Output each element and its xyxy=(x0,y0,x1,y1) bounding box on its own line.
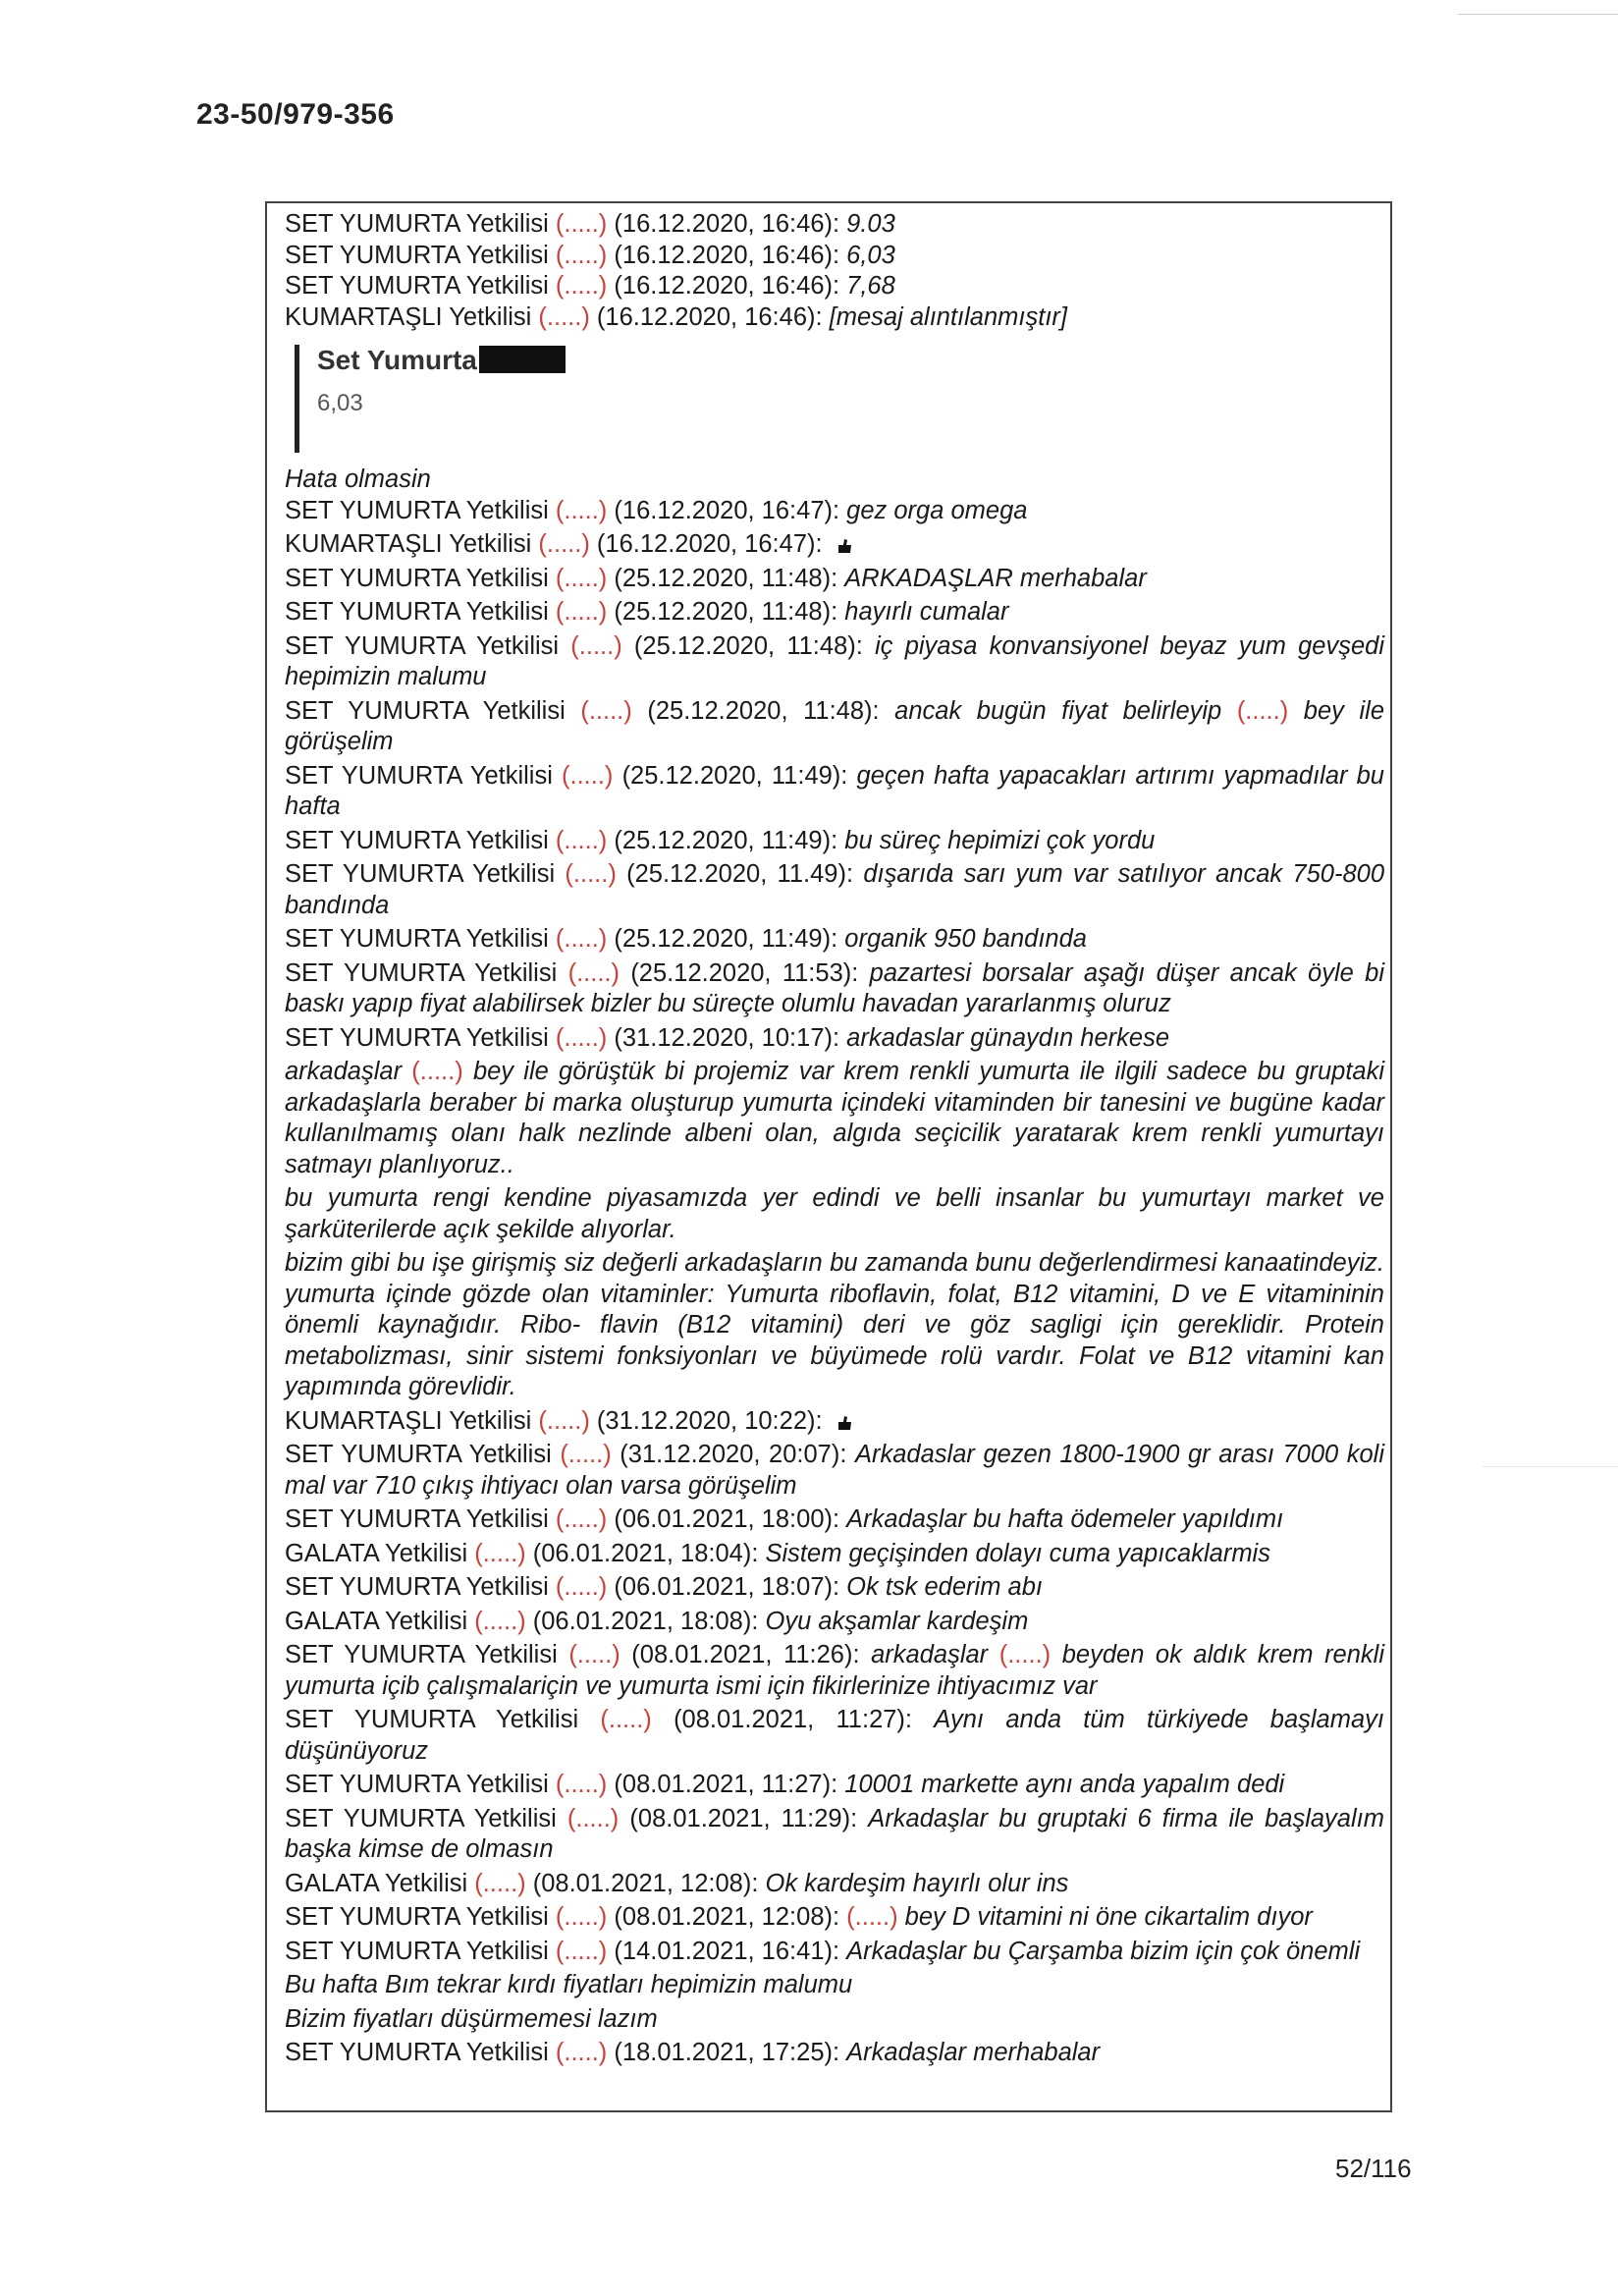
message-timestamp: (18.01.2021, 17:25): xyxy=(607,2039,847,2066)
message-timestamp: (16.12.2020, 16:47): xyxy=(607,496,847,524)
message-line xyxy=(285,271,1384,302)
redacted-name: (.....) xyxy=(411,1058,463,1085)
message-text: bey ile görüştük bi projemiz var krem renkli yumurta ile ilgili sadece bu gruptaki arkadaşlarla beraber bi marka oluşturup yumurta içindeki vitaminden bir tanesini ve bugüne kadar kullanılmamış olanı halk nezlinde albeni olan, algıda seçicilik yaratarak krem renkli yumurtayı satmayı planlıyoruz.. xyxy=(285,1058,1384,1178)
message-sender: SET YUMURTA Yetkilisi xyxy=(285,1573,556,1601)
redacted-name: (.....) xyxy=(555,1573,608,1601)
redacted-name: (.....) xyxy=(555,1505,608,1533)
message-timestamp: (25.12.2020, 11:48): xyxy=(631,696,895,725)
message-text: 7,68 xyxy=(846,272,895,300)
redacted-name: (.....) xyxy=(555,925,608,953)
redacted-name: (.....) xyxy=(555,210,608,238)
message-timestamp: (06.01.2021, 18:08): xyxy=(525,1607,766,1635)
message-line xyxy=(285,1023,1384,1055)
message-text: arkadaşlar xyxy=(285,1058,412,1085)
redacted-name: (.....) xyxy=(567,958,620,987)
message-line xyxy=(285,1902,1384,1934)
message-text: bey ile görüşelim xyxy=(285,696,1384,755)
message-text: 9.03 xyxy=(846,210,895,238)
message-line xyxy=(285,1183,1384,1245)
message-timestamp: (08.01.2021, 11:26): xyxy=(620,1641,872,1668)
message-text: [mesaj alıntılanmıştır] xyxy=(829,302,1067,331)
message-text: Arkadaşlar bu hafta ödemeler yapıldımı xyxy=(846,1505,1284,1533)
message-line xyxy=(285,1248,1384,1403)
message-text: Bizim fiyatları düşürmemesi lazım xyxy=(285,2004,658,2033)
message-text: iç piyasa konvansiyonel beyaz yum gevşedi hepimizin malumu xyxy=(285,631,1384,690)
thumbs-up-icon xyxy=(836,532,853,550)
message-timestamp: (31.12.2020, 20:07): xyxy=(611,1441,855,1468)
message-sender: SET YUMURTA Yetkilisi xyxy=(285,210,556,238)
message-line xyxy=(285,958,1384,1020)
message-line xyxy=(285,1937,1384,1968)
redacted-name: (.....) xyxy=(474,1869,526,1897)
message-sender: KUMARTAŞLI Yetkilisi xyxy=(285,1406,539,1435)
scan-edge-line xyxy=(1458,14,1618,15)
message-line xyxy=(285,1607,1384,1638)
message-text: dışarıda sarı yum var satılıyor ancak 750-800 bandında xyxy=(285,860,1385,919)
message-sender: SET YUMURTA Yetkilisi xyxy=(285,1505,556,1533)
message-line xyxy=(285,1804,1384,1866)
message-timestamp: (25.12.2020, 11:53): xyxy=(620,958,870,987)
message-text: Arkadaşlar bu gruptaki 6 firma ile başlayalım başka kimse de olmasın xyxy=(285,1804,1384,1863)
message-text: arkadaslar günaydın herkese xyxy=(846,1023,1170,1052)
message-line xyxy=(285,1970,1384,2001)
message-timestamp: (08.01.2021, 11:29): xyxy=(619,1804,869,1832)
message-text: bu yumurta rengi kendine piyasamızda yer edindi ve belli insanlar bu yumurtayı market ve şarküterilerde açık şekilde alıyorlar. xyxy=(285,1184,1384,1243)
message-sender: KUMARTAŞLI Yetkilisi xyxy=(285,530,539,558)
message-timestamp: (06.01.2021, 18:07): xyxy=(607,1573,847,1601)
message-text: Arkadaşlar merhabalar xyxy=(846,2039,1101,2066)
message-timestamp: (14.01.2021, 16:41): xyxy=(607,1937,847,1965)
message-timestamp: (25.12.2020, 11:49): xyxy=(607,925,845,953)
redacted-name: (.....) xyxy=(565,860,617,888)
message-text: beyden ok aldık krem renkli yumurta içib çalışmalariçin ve yumurta ismi için fikirlerinize ihtiyacımız var xyxy=(285,1641,1384,1700)
message-text: geçen hafta yapacakları artırımı yapmadılar bu hafta xyxy=(285,761,1384,820)
message-line xyxy=(285,924,1384,956)
message-text: organik 950 bandında xyxy=(844,925,1087,953)
message-line xyxy=(285,1440,1384,1502)
redacted-name: (.....) xyxy=(555,598,608,626)
message-sender: SET YUMURTA Yetkilisi xyxy=(285,1706,601,1733)
message-timestamp: (25.12.2020, 11:48): xyxy=(607,598,845,626)
scan-edge-line xyxy=(1483,1466,1618,1467)
message-sender: SET YUMURTA Yetkilisi xyxy=(285,631,571,660)
redacted-name: (.....) xyxy=(600,1706,652,1733)
message-text: 10001 markette aynı anda yapalım dedi xyxy=(844,1771,1285,1798)
message-line xyxy=(285,241,1384,272)
message-timestamp: (08.01.2021, 12:08): xyxy=(525,1869,766,1897)
message-text: bu süreç hepimizi çok yordu xyxy=(844,826,1156,854)
message-text: Arkadaslar gezen 1800-1900 gr arası 7000 koli mal var 710 çıkış ihtiyacı olan varsa görüşelim xyxy=(285,1441,1385,1500)
redacted-name: (.....) xyxy=(555,2039,608,2066)
redacted-name: (.....) xyxy=(538,1406,590,1435)
message-timestamp: (16.12.2020, 16:46): xyxy=(589,302,830,331)
redacted-name: (.....) xyxy=(580,696,632,725)
message-text: Ok kardeşim hayırlı olur ins xyxy=(765,1869,1069,1897)
message-timestamp: (16.12.2020, 16:46): xyxy=(607,210,847,238)
document-id: 23-50/979-356 xyxy=(196,98,395,131)
message-sender: SET YUMURTA Yetkilisi xyxy=(285,860,566,888)
message-line xyxy=(285,529,1384,561)
message-line xyxy=(285,1869,1384,1900)
message-line xyxy=(285,1770,1384,1801)
redacted-name: (.....) xyxy=(538,530,590,558)
message-text: arkadaşlar xyxy=(871,1641,999,1668)
thumbs-up-icon xyxy=(836,1409,853,1427)
message-sender: SET YUMURTA Yetkilisi xyxy=(285,496,556,524)
message-timestamp: (25.12.2020, 11:49): xyxy=(613,761,857,790)
redacted-name: (.....) xyxy=(538,302,590,331)
redacted-name: (.....) xyxy=(555,241,608,269)
redacted-name: (.....) xyxy=(1236,696,1289,725)
message-line xyxy=(285,1539,1384,1570)
redaction-bar xyxy=(479,346,566,373)
message-timestamp: (06.01.2021, 18:00): xyxy=(607,1505,847,1533)
message-timestamp: (25.12.2020, 11:48): xyxy=(621,631,876,660)
message-text: Oyu akşamlar kardeşim xyxy=(765,1607,1029,1635)
message-line xyxy=(285,564,1384,595)
message-timestamp: (16.12.2020, 16:46): xyxy=(607,272,847,300)
message-sender: GALATA Yetkilisi xyxy=(285,1539,475,1567)
quoted-value: 6,03 xyxy=(317,389,363,416)
message-text: 6,03 xyxy=(846,241,895,269)
message-timestamp: (16.12.2020, 16:46): xyxy=(607,241,847,269)
message-text: gez orga omega xyxy=(846,496,1028,524)
redacted-name: (.....) xyxy=(555,1937,608,1965)
message-text: Arkadaşlar bu Çarşamba bizim için çok önemli xyxy=(846,1937,1361,1965)
redacted-name: (.....) xyxy=(555,1771,608,1798)
message-line xyxy=(285,1406,1384,1438)
message-text: Bu hafta Bım tekrar kırdı fiyatları hepimizin malumu xyxy=(285,1971,853,1998)
redacted-name: (.....) xyxy=(566,1804,620,1832)
message-text: pazartesi borsalar aşağı düşer ancak öyle bi baskı yapıp fiyat alabilirsek bizler bu süreçte olumlu havadan yararlanmış oluruz xyxy=(285,958,1384,1017)
redacted-name: (.....) xyxy=(555,1903,608,1931)
message-line xyxy=(285,1705,1384,1767)
message-line xyxy=(285,209,1384,241)
message-sender: SET YUMURTA Yetkilisi xyxy=(285,1023,556,1052)
message-timestamp: (25.12.2020, 11:48): xyxy=(607,564,845,592)
message-text: ARKADAŞLAR merhabalar xyxy=(844,564,1147,592)
message-sender: SET YUMURTA Yetkilisi xyxy=(285,761,563,790)
message-sender: SET YUMURTA Yetkilisi xyxy=(285,272,556,300)
message-line xyxy=(285,859,1384,921)
message-sender: SET YUMURTA Yetkilisi xyxy=(285,958,568,987)
message-line xyxy=(285,631,1384,693)
message-sender: SET YUMURTA Yetkilisi xyxy=(285,696,581,725)
redacted-name: (.....) xyxy=(474,1539,526,1567)
message-timestamp: (06.01.2021, 18:04): xyxy=(525,1539,766,1567)
message-sender: SET YUMURTA Yetkilisi xyxy=(285,925,556,953)
message-sender: SET YUMURTA Yetkilisi xyxy=(285,1937,556,1965)
message-timestamp: (08.01.2021, 11:27): xyxy=(607,1771,845,1798)
redacted-name: (.....) xyxy=(846,1903,898,1931)
quoted-sender: Set Yumurta xyxy=(317,345,1384,376)
message-text: bizim gibi bu işe girişmiş siz değerli arkadaşların bu zamanda bunu değerlendirmesi kanaatindeyiz. yumurta içinde gözde olan vitaminler: Yumurta riboflavin, folat, B12 vitamini, D ve E vitamininin önemli kaynağıdır. Ribo- flavin (B12 vitamini) deri ve göz sagligi için gereklidir. Protein metabolizması, sinir sistemi fonksiyonları ve büyümede rolü vardır. Folat ve B12 vitamini kan yapımında görevlidir. xyxy=(285,1249,1384,1400)
message-line xyxy=(285,2038,1384,2069)
message-sender: GALATA Yetkilisi xyxy=(285,1869,475,1897)
message-line xyxy=(285,496,1384,527)
message-line xyxy=(285,696,1384,758)
message-line xyxy=(285,761,1384,823)
message-line xyxy=(285,1057,1384,1180)
redacted-name: (.....) xyxy=(568,1641,620,1668)
message-sender: SET YUMURTA Yetkilisi xyxy=(285,1804,567,1832)
message-timestamp: (16.12.2020, 16:47): xyxy=(589,530,830,558)
message-line xyxy=(285,1640,1384,1702)
message-timestamp: (08.01.2021, 12:08): xyxy=(607,1903,847,1931)
message-log xyxy=(285,201,1384,2069)
quoted-message xyxy=(295,345,1384,453)
message-line xyxy=(285,465,1384,496)
redacted-name: (.....) xyxy=(560,1441,612,1468)
redacted-name: (.....) xyxy=(474,1607,526,1635)
message-sender: SET YUMURTA Yetkilisi xyxy=(285,1771,556,1798)
redacted-name: (.....) xyxy=(570,631,622,660)
redacted-name: (.....) xyxy=(555,1023,608,1052)
message-line xyxy=(285,597,1384,629)
message-line xyxy=(285,826,1384,857)
message-text: Hata olmasin xyxy=(285,465,431,493)
page-number: 52/116 xyxy=(1335,2154,1412,2183)
redacted-name: (.....) xyxy=(555,272,608,300)
message-sender: SET YUMURTA Yetkilisi xyxy=(285,1903,556,1931)
message-sender: SET YUMURTA Yetkilisi xyxy=(285,564,556,592)
message-line xyxy=(285,1504,1384,1536)
message-timestamp: (25.12.2020, 11.49): xyxy=(616,860,864,888)
message-sender: SET YUMURTA Yetkilisi xyxy=(285,826,556,854)
redacted-name: (.....) xyxy=(562,761,614,790)
message-text: bey D vitamini ni öne cikartalim dıyor xyxy=(897,1903,1313,1931)
message-line xyxy=(285,302,1384,334)
message-timestamp: (31.12.2020, 10:17): xyxy=(607,1023,847,1052)
redacted-name: (.....) xyxy=(555,496,608,524)
redacted-name: (.....) xyxy=(998,1641,1052,1668)
message-sender: SET YUMURTA Yetkilisi xyxy=(285,2039,556,2066)
message-sender: SET YUMURTA Yetkilisi xyxy=(285,241,556,269)
message-sender: SET YUMURTA Yetkilisi xyxy=(285,1641,569,1668)
message-timestamp: (31.12.2020, 10:22): xyxy=(589,1406,830,1435)
message-timestamp: (08.01.2021, 11:27): xyxy=(651,1706,935,1733)
message-timestamp: (25.12.2020, 11:49): xyxy=(607,826,845,854)
message-text: ancak bugün fiyat belirleyip xyxy=(894,696,1237,725)
message-text: Aynı anda tüm türkiyede başlamayı düşünüyoruz xyxy=(285,1706,1384,1765)
message-sender: SET YUMURTA Yetkilisi xyxy=(285,1441,561,1468)
message-sender: KUMARTAŞLI Yetkilisi xyxy=(285,302,539,331)
message-text: Sistem geçişinden dolayı cuma yapıcaklarmis xyxy=(765,1539,1270,1567)
message-line xyxy=(285,1572,1384,1604)
message-sender: GALATA Yetkilisi xyxy=(285,1607,475,1635)
message-text: hayırlı cumalar xyxy=(844,598,1009,626)
redacted-name: (.....) xyxy=(555,826,608,854)
redacted-name: (.....) xyxy=(555,564,608,592)
message-sender: SET YUMURTA Yetkilisi xyxy=(285,598,556,626)
message-text: Ok tsk ederim abı xyxy=(846,1573,1043,1601)
message-line xyxy=(285,2004,1384,2036)
